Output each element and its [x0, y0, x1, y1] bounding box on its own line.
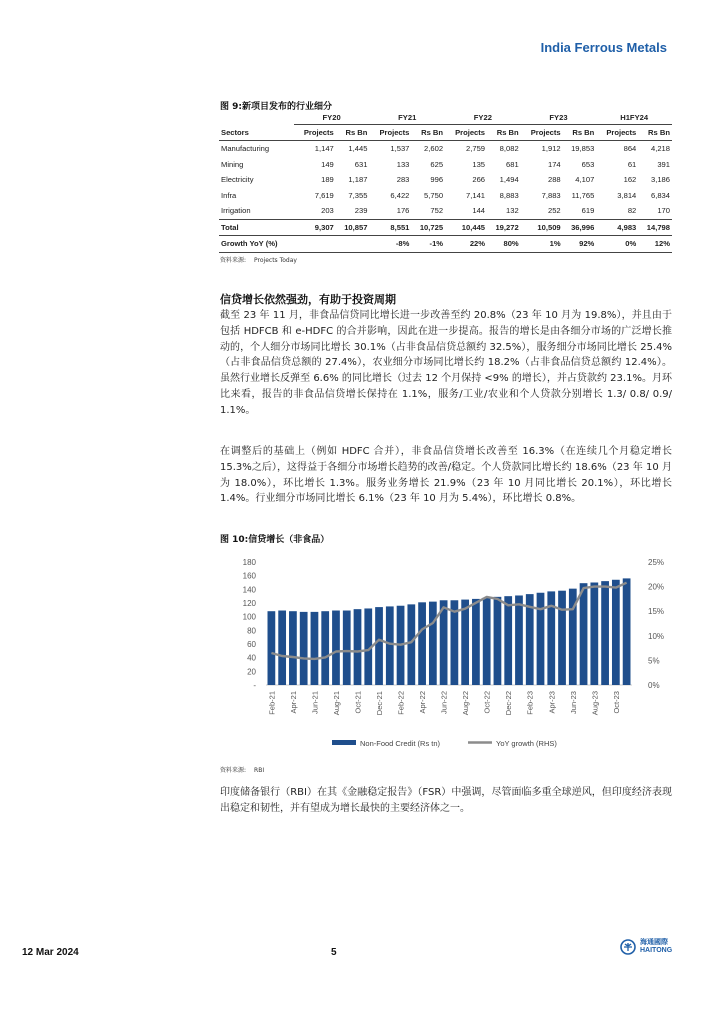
bar: [461, 600, 469, 685]
bar: [418, 602, 426, 685]
x-tick-label: Jun-23: [568, 691, 578, 714]
bar: [580, 583, 588, 685]
paragraph-2: 在调整后的基础上（例如 HDFC 合并），非食品信贷增长改善至 16.3%（在连续几个月稳定增长 15.3%之后），这得益于各细分市场增长趋势的改善/稳定。个人贷款同比增长约 18.6%（23 年 10 月为 18.0%），环比增长 1.3%。服务业务增长 21.9%（23 年 10 月同比增长 20.1%），环比增长 1.4%。行业细分市场同比增长 6.1%（23 年 10 月为 5.4%），环比增长 0.8%。: [220, 446, 672, 505]
bar: [311, 612, 319, 685]
table-row: Manufacturing 1,147 1,445 1,537 2,602 2,759 8,082 1,912 19,853 864 4,218: [221, 144, 670, 154]
haitong-logo: [620, 939, 672, 955]
bar: [494, 597, 502, 685]
y-left-tick-label: 40: [247, 653, 256, 663]
bar: [472, 599, 480, 685]
year-header: FY23: [521, 111, 597, 125]
table-row: Infra 7,619 7,355 6,422 5,750 7,141 8,883 7,883 11,765 3,814 6,834: [221, 190, 670, 200]
bar: [268, 611, 276, 685]
x-tick-label: Oct-21: [353, 691, 363, 714]
y-left-tick-label: 120: [242, 599, 256, 608]
bar: [300, 612, 308, 685]
bar: [429, 602, 437, 685]
logo-en: HAITONG: [640, 947, 673, 954]
figure9-source: 资料来源: Projects Today: [220, 257, 297, 264]
bar: [612, 580, 620, 685]
x-tick-label: Oct-22: [482, 691, 492, 714]
table-row: Electricity 189 1,187 283 996 266 1,494 288 4,107 162 3,186: [221, 175, 670, 185]
haitong-logo-icon: [620, 939, 636, 955]
paragraph-3: 印度储备银行（RBI）在其《金融稳定报告》（FSR）中强调，尽管面临多重全球逆风，但印度经济表现出稳定和韧性，并有望成为增长最快的主要经济体之一。: [220, 787, 672, 814]
table-row: Irrigation 203 239 176 752 144 132 252 619 82 170: [221, 206, 670, 216]
bar: [407, 604, 415, 685]
y-left-tick-label: 160: [242, 571, 256, 581]
y-left-tick-label: 60: [247, 640, 256, 649]
table-row: Mining 149 631 133 625 135 681 174 653 61 391: [221, 159, 670, 169]
y-left-tick-label: -: [253, 681, 256, 690]
y-left-tick-label: 20: [247, 667, 256, 677]
legend-line-label: YoY growth (RHS): [496, 739, 557, 748]
table-row-growth: Growth YoY (%) -8% -1% 22% 80% 1% 92% 0% 12%: [219, 236, 672, 253]
legend-bar-label: Non-Food Credit (Rs tn): [360, 739, 441, 748]
bar: [483, 598, 491, 685]
bar: [321, 611, 329, 685]
logo-cn: 海通國際: [640, 939, 668, 946]
x-tick-label: Apr-23: [547, 691, 557, 714]
y-left-tick-label: 80: [247, 626, 256, 636]
bar: [590, 583, 598, 686]
sector-project-table: FY20 FY21 FY22 FY23 H1FY24 Sectors Projects Rs Bn Projects Rs Bn Projects Rs Bn Projects Rs Bn Projects Rs Bn Manufacturing 1,147 1,445 1,537 2,602 2,759 8,082 1,912 19,853 864 4,218 Mining 149 631 133 625 135 681 174 653 61 391 Electricity 189 1,187 283 996 266 1,494 288 4,107 162 3,186 Infra 7,619 7,355 6,422 5,750 7,141 8,883 7,883 11,765 3,814 6,834 Irrigation 203 239 176 752 144 132 252 619 82 170 Total 9,307 10,857 8,551 10,725 10,445 19,272 10,509 36,996 4,983 14,798 Growth YoY (%) -8% -1% 22% 80% 1% 92% 0% 12%: [219, 111, 672, 253]
x-tick-label: Feb-23: [525, 691, 535, 715]
bar: [558, 591, 566, 685]
y-right-tick-label: 10%: [648, 631, 665, 641]
x-tick-label: Feb-21: [267, 691, 277, 715]
bar: [375, 607, 383, 685]
section-title: 信贷增长依然强劲，有助于投资周期: [220, 293, 396, 306]
year-header: FY20: [294, 111, 370, 125]
x-tick-label: Apr-22: [418, 691, 428, 714]
bar: [537, 593, 545, 685]
bar: [332, 611, 340, 685]
footer-date: 12 Mar 2024: [22, 947, 79, 958]
x-tick-label: Dec-21: [375, 691, 385, 716]
x-tick-label: Oct-23: [611, 691, 621, 714]
bar: [601, 581, 609, 685]
bar: [451, 600, 459, 685]
legend-bar-swatch: [332, 740, 356, 745]
y-right-tick-label: 15%: [648, 607, 665, 617]
x-tick-label: Jun-21: [310, 691, 320, 714]
y-left-tick-label: 180: [242, 558, 256, 567]
bar: [343, 611, 351, 685]
bar: [354, 609, 362, 685]
paragraph-1: 截至 23 年 11 月，非食品信贷同比增长进一步改善至约 20.8%（23 年 10 月为 19.8%），并且由于包括 HDFCB 和 e-HDFC 的合并影响，因此在进一步提高。报告的增长是由各细分市场的广泛增长推动的，个人细分市场同比增长 30.1%（占非食品信贷总额约 32.5%），服务细分市场同比增长 25.4%（占非食品信贷总额的 27.4%），农业细分市场同比增长约 18.2%（占非食品信贷总额约 12.4%）。虽然行业增长反弹至 6.6% 的同比增长（过去 12 个月保持 <9% 的增长），并占贷款约 23.1%。月环比来看，报告的非食品信贷增长保持在 1.1%，服务/工业/农业和个人贷款分别增长 1.3/ 0.8/ 0.9/ 1.1%。: [220, 310, 672, 416]
y-right-tick-label: 5%: [648, 656, 660, 666]
y-left-tick-label: 140: [242, 585, 256, 595]
page-number: 5: [331, 947, 337, 958]
x-tick-label: Aug-23: [590, 691, 600, 716]
x-tick-label: Dec-22: [504, 691, 514, 716]
figure10-caption: 图 10:信贷增长（非食品）: [220, 535, 330, 545]
bar: [289, 611, 297, 685]
y-left-tick-label: 100: [242, 612, 256, 622]
x-tick-label: Apr-21: [288, 691, 298, 714]
report-title: India Ferrous Metals: [540, 40, 667, 55]
bar: [278, 611, 286, 685]
y-right-tick-label: 25%: [648, 558, 665, 567]
table-row-total: Total 9,307 10,857 8,551 10,725 10,445 19,272 10,509 36,996 4,983 14,798: [219, 219, 672, 236]
year-header: FY21: [369, 111, 445, 125]
year-header: H1FY24: [596, 111, 672, 125]
sectors-header: Sectors: [219, 125, 294, 141]
x-tick-label: Aug-21: [331, 691, 341, 716]
figure9-caption: 图 9:新项目发布的行业细分: [220, 102, 332, 112]
bar: [515, 595, 523, 685]
x-tick-label: Aug-22: [461, 691, 471, 716]
x-tick-label: Jun-22: [439, 691, 449, 714]
credit-growth-chart: [220, 552, 672, 757]
y-right-tick-label: 20%: [648, 582, 665, 592]
bar: [504, 596, 512, 685]
x-tick-label: Feb-22: [396, 691, 406, 715]
bar: [386, 606, 394, 685]
bar: [623, 578, 631, 685]
y-right-tick-label: 0%: [648, 681, 660, 690]
year-header: FY22: [445, 111, 521, 125]
figure10-source: 资料来源: RBI: [220, 767, 265, 774]
